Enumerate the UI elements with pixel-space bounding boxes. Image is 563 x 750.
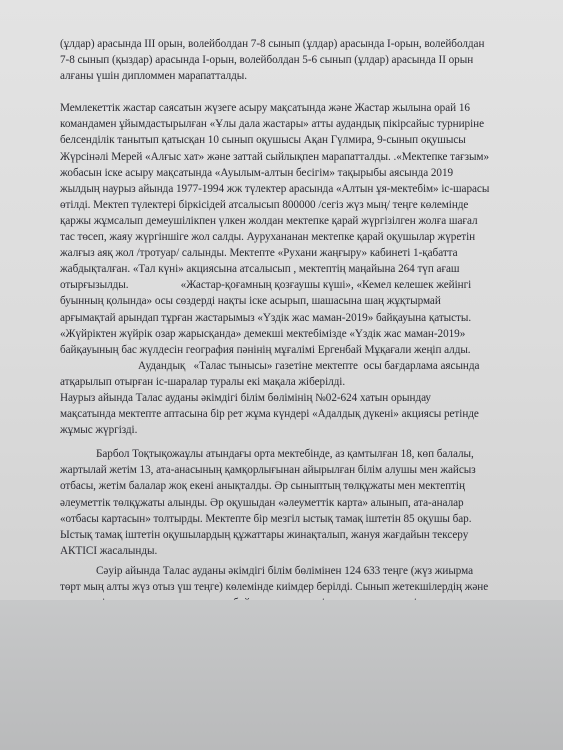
- text-line: әлеуметтік төлқұжаты алынды. Әр оқушыдан «әлеуметтік карта» алынып, ата-аналар: [60, 496, 464, 509]
- document-body: [60, 36, 554, 627]
- text-line: белсенділік танытып қатысқан 10 сынып оқушысы Ақан Гүлмира, 9-сынып оқушысы: [60, 134, 466, 147]
- paragraph-social-support: [60, 446, 554, 559]
- text-line: өтілді. Мектеп түлектері біркісідей атсалысып 800000 /сегіз жүз мың/ теңге көлемінде: [60, 198, 469, 211]
- text-line: жабдықталған. «Тал күні» акциясына атсалысып , мектептің маңайына 264 түп ағаш: [60, 263, 460, 276]
- text-line: жылдың наурыз айында 1977-1994 жж түлектер арасында «Алтын ұя-мектебім» іс-шарасы: [60, 182, 490, 195]
- text-line: Жүрсінәлі Мерей «Алғыс хат» және заттай сыйлықпен марапатталды. .«Мектепке тағзым»: [60, 150, 490, 163]
- text-line: алғаны үшін дипломмен марапатталды.: [60, 70, 248, 83]
- paragraph-newspaper: [60, 358, 554, 390]
- text-line: Ыстық тамақ іштетін оқушылардың құжаттары жинақталып, жануя жағдайын тексеру: [60, 528, 469, 541]
- text-line: «Жүйріктен жүйрік озар жарысқанда» демекші мектебімізде «Үздік жас маман-2019»: [60, 327, 466, 340]
- text-line: жобасын іске асыру мақсатында «Ауылым-алтын бесігім» тақырыбы аясында 2019: [60, 166, 454, 179]
- text-line: арғымақтай арындап тұрған жастарымыз «Үздік жас маман-2019» байқауына қатысты.: [60, 311, 472, 324]
- text-line: жалғыз аяқ жол /тротуар/ салынды. Мектепте «Рухани жаңғыру» кабинеті 1-қабатта: [60, 247, 458, 260]
- text-line: «отбасы картасын» толтырды. Мектепте бір мезгіл ыстық тамақ іштетін 85 оқушы бар.: [60, 512, 472, 525]
- paragraph-youth-policy: [60, 100, 554, 358]
- text-line: 7-8 сынып (қыздар) арасында І-орын, волейболдан 5-6 сынып (ұлдар) арасында ІІ орын: [60, 54, 474, 67]
- text-line: отырғызылды. «Жастар-қоғамның қозғаушы күші», «Кемел келешек жейінгі: [60, 279, 472, 292]
- text-line: (ұлдар) арасында ІІІ орын, волейболдан 7-8 сынып (ұлдар) арасында І-орын, волейболдан: [60, 38, 485, 50]
- background-surface: [0, 600, 563, 750]
- text-line: байқауының бас жүлдесін география пәнінің мұғалімі Ергенбай Мұқағали жеңіп алды.: [60, 343, 471, 356]
- text-line: командамен ұйымдастырылған «Ұлы дала жастары» атты аудандық пікірсайыс турниріне: [60, 118, 485, 131]
- text-line: Аудандық «Талас тынысы» газетіне мектепте осы бағдарлама аясында: [138, 359, 480, 372]
- text-line: мақсатында мектепте аптасына бір рет жұма күндері «Адалдық дүкені» акциясы ретінде: [60, 408, 479, 421]
- text-line: отбасы, жетім балалар жоқ екені анықталды. Әр сыныптың төлқұжаты мен мектептің: [60, 480, 465, 493]
- text-line: Сәуір айында Талас ауданы әкімдігі білім бөлімінен 124 633 теңге (жүз жиырма: [96, 564, 474, 577]
- text-line: төрт мың алты жүз отыз үш теңге) көлемінде киімдер берілді. Сынып жетекшілердің және: [60, 581, 489, 593]
- text-line: атқарылып отырған іс-шаралар туралы екі мақала жіберілді.: [60, 375, 346, 388]
- paragraph-sports-awards: [60, 36, 554, 84]
- text-line: қаржы жұмсалып демеушілікпен үлкен жолдан мектепке қарай жүргізілген жолға шағал: [60, 214, 478, 227]
- text-line: жартылай жетім 13, ата-анасының қамқорлығынан айырылған білім алушы мен жайсыз: [60, 464, 476, 477]
- text-line: буынның қолында» осы сөздерді нақты іске асырып, шашасына шаң жұқтырмай: [60, 295, 441, 308]
- text-line: жұмыс жүргізді.: [60, 424, 138, 437]
- text-line: Барбол Тоқтықожаұлы атындағы орта мектебінде, аз қамтылған 18, көп балалы,: [96, 448, 474, 461]
- paragraph-honesty-shop: [60, 390, 554, 438]
- text-line: тас төсеп, жаяу жүргіншіге жол салды. Аурухананан мектепке қарай оқушылар жүретін: [60, 231, 476, 244]
- text-line: АКТІСІ жасалынды.: [60, 544, 158, 557]
- text-line: Наурыз айында Талас ауданы әкімдігі білім бөлімінің №02-624 хатын орындау: [60, 391, 431, 404]
- text-line: Мемлекеттік жастар саясатын жүзеге асыру мақсатында және Жастар жылына орай 16: [60, 102, 470, 115]
